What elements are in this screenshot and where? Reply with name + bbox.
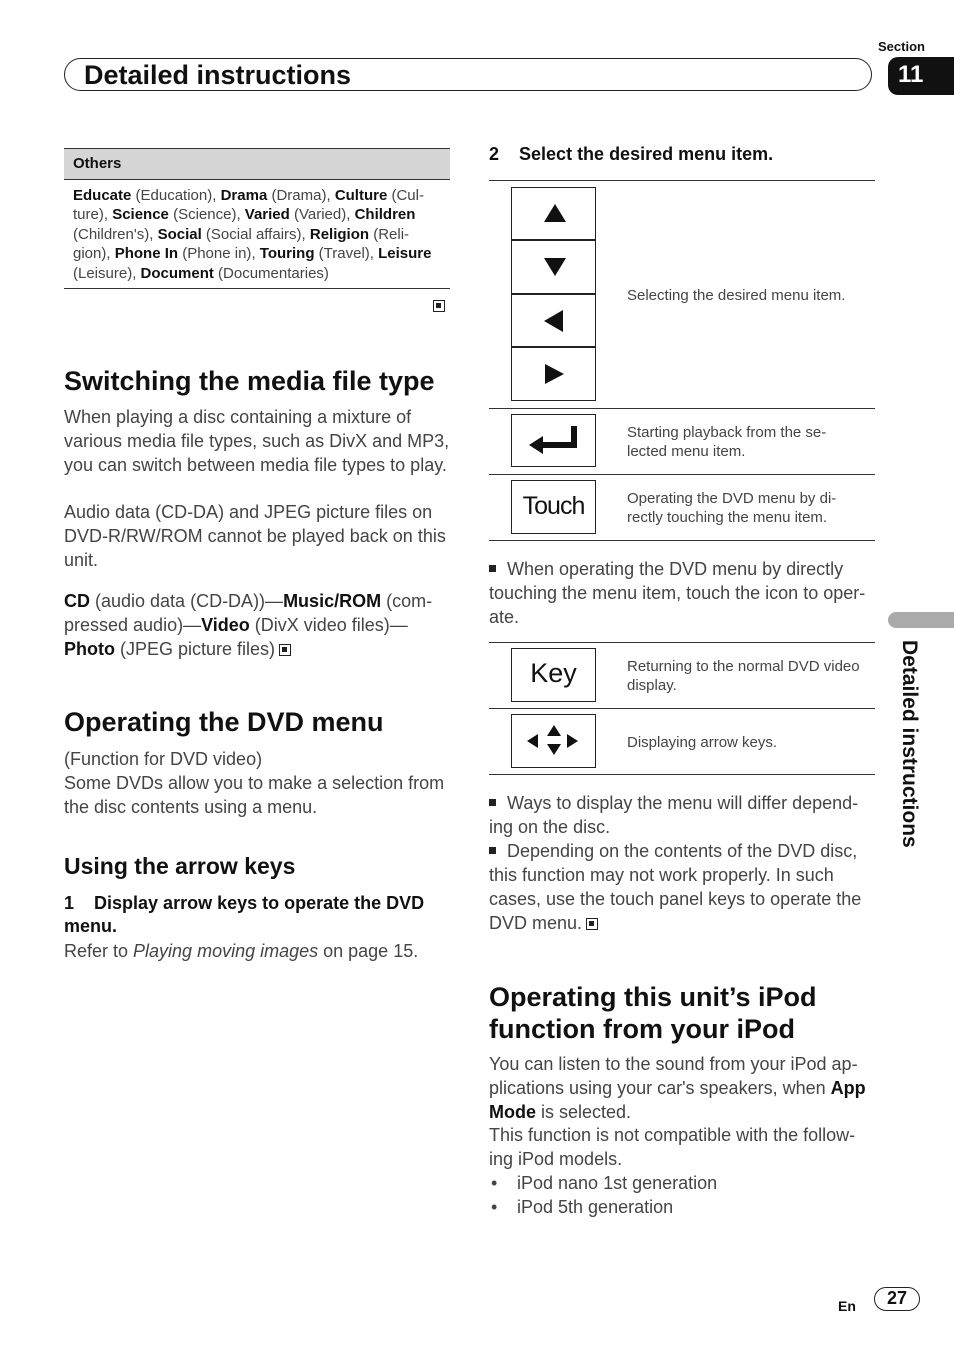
key-desc-enter: Starting playback from the se-lected menu item. [627, 424, 827, 461]
end-mark-icon [433, 298, 445, 316]
key-desc-key: Returning to the normal DVD video display. [627, 658, 860, 695]
down-arrow-icon [511, 240, 596, 294]
note-1: When operating the DVD menu by directly touching the menu item, touch the icon to oper-ate. [489, 559, 866, 627]
key-table-1-row-rule [489, 474, 875, 475]
bullet-square-icon [489, 799, 496, 806]
switching-para-1: When playing a disc containing a mixture of various media file types, such as DivX and MP3, you can switch between media file types to play. [64, 407, 450, 475]
section-label: Section [878, 39, 925, 54]
up-arrow-icon [511, 187, 596, 240]
arrow-keys-icon [511, 714, 596, 768]
key-table-2-bottom-rule [489, 774, 875, 775]
step-1: 1 Display arrow keys to operate the DVD menu. [64, 893, 425, 936]
bullet-square-icon [489, 847, 496, 854]
end-mark-icon [279, 644, 291, 656]
side-tab-marker [888, 612, 954, 628]
list-item: • iPod nano 1st generation [491, 1173, 718, 1193]
section-title-ipod: Operating this unit’s iPod function from your iPod [489, 982, 817, 1044]
ipod-para-2: This function is not compatible with the follow-ing iPod models. [489, 1125, 856, 1169]
key-table-2-row-rule [489, 708, 875, 709]
switching-para-2: Audio data (CD-DA) and JPEG picture files on DVD-R/RW/ROM cannot be played back on this unit. [64, 502, 446, 570]
right-arrow-icon [511, 347, 596, 401]
subsection-title-arrow-keys: Using the arrow keys [64, 853, 296, 879]
key-table-2-top-rule [489, 642, 875, 643]
section-number-badge: 11 [888, 57, 954, 95]
dvd-menu-para-1: (Function for DVD video) [64, 749, 263, 769]
ipod-bullet-list [489, 1171, 875, 1219]
others-table-body: Educate (Education), Drama (Drama), Culture (Cul-ture), Science (Science), Varied (Varied), Children (Children's), Social (Social affairs), Religion (Reli-gion), Phone In (Phone in), Touring (Travel), Leisure (Leisure), Document (Documentaries) [73, 187, 432, 282]
list-item: • iPod 5th generation [491, 1197, 674, 1217]
bullet-square-icon [489, 565, 496, 572]
page-reference-link[interactable]: Playing moving images [133, 941, 319, 961]
key-table-1-bottom-rule [489, 540, 875, 541]
switching-sequence: CD (audio data (CD-DA))—Music/ROM (com-pressed audio)—Video (DivX video files)—Photo (JPEG picture files) [64, 591, 433, 659]
step-2: 2 Select the desired menu item. [489, 144, 774, 164]
left-arrow-icon [511, 294, 596, 347]
step-1-reference: Refer to Playing moving images on page 15. [64, 941, 419, 961]
note-3: Depending on the contents of the DVD disc, this function may not work properly. In such cases, use the touch panel keys to operate the DVD menu. [489, 841, 862, 933]
key-table-1-row-rule [489, 408, 875, 409]
ipod-para-1: You can listen to the sound from your iPod ap-plications using your car's speakers, when App Mode is selected. [489, 1054, 866, 1122]
end-mark-icon [586, 918, 598, 930]
others-table-bottom-rule [64, 288, 450, 289]
dvd-menu-para-2: Some DVDs allow you to make a selection from the disc contents using a menu. [64, 773, 445, 817]
key-desc-arrows: Displaying arrow keys. [627, 734, 778, 751]
section-title-dvd-menu: Operating the DVD menu [64, 707, 384, 737]
touch-key-icon: Touch [511, 480, 596, 534]
key-desc-touch: Operating the DVD menu by di-rectly touching the menu item. [627, 490, 837, 527]
page-header-title: Detailed instructions [84, 60, 352, 90]
others-table-heading: Others [64, 148, 450, 180]
side-tab-label: Detailed instructions [898, 640, 921, 848]
key-desc-select: Selecting the desired menu item. [627, 287, 846, 304]
section-title-switching: Switching the media file type [64, 366, 435, 396]
page-number: 27 [874, 1287, 920, 1311]
note-2: Ways to display the menu will differ depend-ing on the disc. [489, 793, 859, 837]
key-button-icon: Key [511, 648, 596, 702]
enter-icon [511, 414, 596, 467]
key-table-1-top-rule [489, 180, 875, 181]
language-label: En [838, 1298, 856, 1314]
